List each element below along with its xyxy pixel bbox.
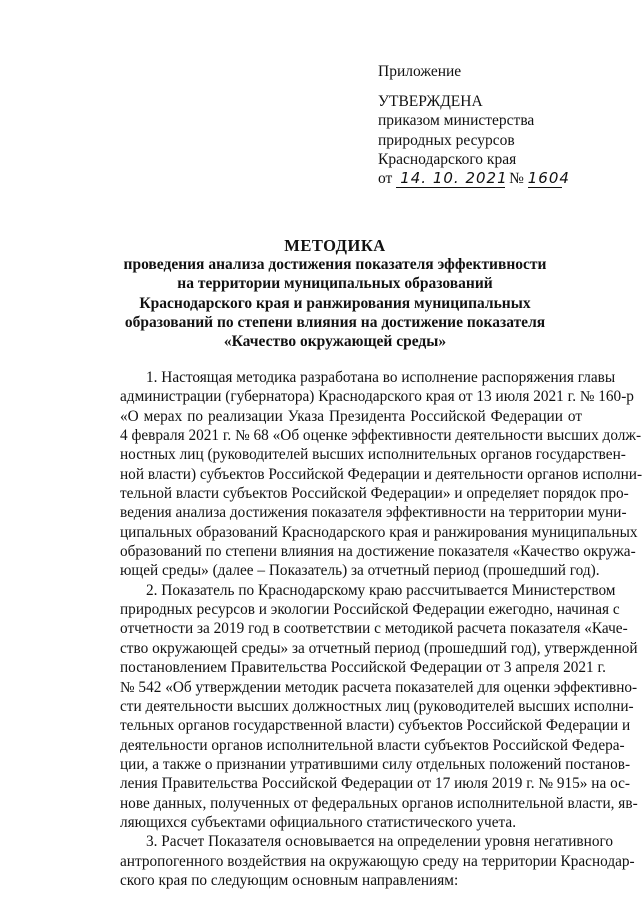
paragraph-3-line: 3. Расчет Показателя основывается на определении уровня негативного bbox=[146, 833, 614, 851]
date-prefix: от bbox=[378, 170, 393, 188]
paragraph-2-line: ство окружающей среды» за отчетный период (прошедший год), утвержденной bbox=[120, 639, 638, 657]
paragraph-1-line: ной власти) субъектов Российской Федерации и деятельности органов исполни- bbox=[120, 465, 642, 483]
paragraph-2-line: 2. Показатель по Краснодарскому краю рассчитывается Министерством bbox=[146, 581, 616, 599]
paragraph-2-line: постановлением Правительства Российской Федерации от 3 апреля 2021 г. bbox=[120, 659, 606, 677]
paragraph-2-line: ления Правительства Российской Федерации от 17 июля 2019 г. № 915» на ос- bbox=[120, 775, 630, 793]
paragraph-1-line: 4 февраля 2021 г. № 68 «Об оценке эффективности деятельности высших долж- bbox=[120, 427, 642, 445]
approval-line-1: приказом министерства bbox=[378, 112, 535, 130]
title-line: проведения анализа достижения показателя эффективности bbox=[123, 256, 547, 274]
approval-block bbox=[378, 62, 628, 188]
paragraph-1-line: тельной власти субъектов Российской Федерации» и определяет порядок про- bbox=[120, 485, 629, 503]
handwritten-number: 1604 bbox=[527, 169, 570, 188]
paragraph-1-line: администрации (губернатора) Краснодарского края от 13 июля 2021 г. № 160-р bbox=[120, 388, 634, 406]
paragraph-2-line: деятельности органов исполнительной власти субъектов Российской Федера- bbox=[120, 736, 625, 754]
appendix-label: Приложение bbox=[378, 63, 462, 80]
approval-line-2: природных ресурсов bbox=[378, 131, 515, 149]
paragraph-1-line: ющей среды» (далее – Показатель) за отчетный период (прошедший год). bbox=[120, 562, 600, 580]
approved-heading: УТВЕРЖДЕНА bbox=[378, 93, 483, 111]
paragraph-1-line: «О мерах по реализации Указа Президента Российской Федерации от bbox=[120, 407, 582, 425]
number-prefix: № bbox=[509, 170, 524, 188]
title-line: на территории муниципальных образований bbox=[177, 275, 493, 293]
spacer bbox=[378, 81, 628, 92]
paragraph-1-line: ведения анализа достижения показателя эффективности на территории муни- bbox=[120, 504, 627, 522]
paragraph-3-line: ского края по следующим основным направлениям: bbox=[120, 871, 459, 889]
date-field bbox=[396, 169, 508, 188]
paragraph-2-line: № 542 «Об утверждении методик расчета показателей для оценки эффективно- bbox=[120, 678, 638, 696]
approval-line-3: Краснодарского края bbox=[378, 150, 517, 168]
paragraph-2-line: сти деятельности высших должностных лиц (руководителей высших исполни- bbox=[120, 697, 634, 715]
title-line: Краснодарского края и ранжирования муниципальных bbox=[139, 294, 531, 312]
paragraph-1-line: образований по степени влияния на достижение показателя «Качество окружа- bbox=[120, 543, 636, 561]
document-title bbox=[120, 236, 550, 351]
paragraph-2-line: ляющихся субъектами официального статистического учета. bbox=[120, 813, 517, 831]
paragraph-2-line: ции, а также о признании утратившими силу отдельных положений постанов- bbox=[120, 755, 631, 773]
paragraph-2-line: нове данных, полученных от федеральных органов исполнительной власти, яв- bbox=[120, 794, 638, 812]
paragraph-2-line: отчетности за 2019 год в соответствии с методикой расчета показателя «Каче- bbox=[120, 620, 628, 638]
title-line: образований по степени влияния на достижение показателя bbox=[124, 313, 546, 331]
approval-date-row bbox=[378, 169, 628, 188]
document-body bbox=[120, 368, 642, 890]
paragraph-1-line: ципальных образований Краснодарского края и ранжирования муниципальных bbox=[120, 523, 638, 541]
paragraph-2-line: тельных органов государственной власти) субъектов Российской Федерации и bbox=[120, 717, 631, 735]
paragraph-1-line: ностных лиц (руководителей высших исполнительных органов государствен- bbox=[120, 446, 626, 464]
paragraph-3-line: антропогенного воздействия на окружающую среду на территории Краснодар- bbox=[120, 852, 635, 870]
title-main: МЕТОДИКА bbox=[284, 236, 386, 255]
number-field bbox=[527, 169, 570, 188]
handwritten-date: 14. 10. 2021 bbox=[400, 169, 508, 188]
paragraph-2-line: природных ресурсов и экологии Российской Федерации ежегодно, начиная с bbox=[120, 601, 620, 619]
paragraph-1-line: 1. Настоящая методика разработана во исполнение распоряжения главы bbox=[146, 369, 616, 386]
title-line: «Качество окружающей среды» bbox=[223, 333, 447, 351]
